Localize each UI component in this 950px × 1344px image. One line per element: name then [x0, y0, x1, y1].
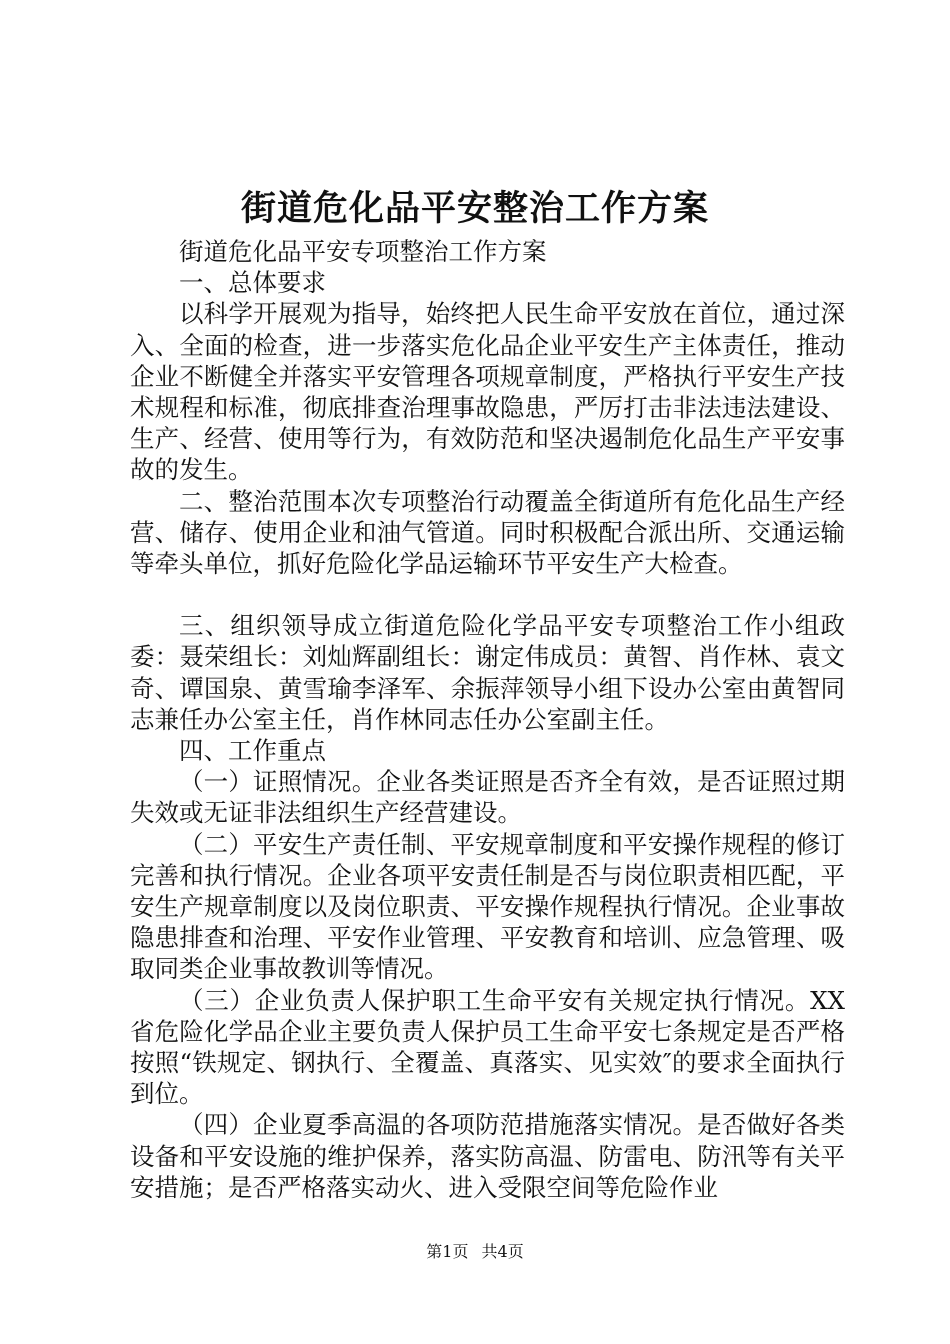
paragraph-spacer	[130, 579, 845, 610]
body-paragraph: 二、整治范围本次专项整治行动覆盖全街道所有危化品生产经营、储存、使用企业和油气管道。同时积极配合派出所、交通运输等牵头单位，抓好危险化学品运输环节平安生产大检查。	[130, 486, 845, 579]
page-number: 第1页	[426, 1242, 469, 1261]
body-paragraph: （一）证照情况。企业各类证照是否齐全有效，是否证照过期失效或无证非法组织生产经营建设。	[130, 767, 845, 828]
page-footer	[0, 1242, 950, 1262]
body-paragraph: 三、组织领导成立街道危险化学品平安专项整治工作小组政委：聂荣组长：刘灿辉副组长：谢定伟成员：黄智、肖作林、袁文奇、谭国泉、黄雪瑜李泽军、余振萍领导小组下设办公室由黄智同志兼任办公室主任，肖作林同志任办公室副主任。	[130, 611, 845, 734]
body-paragraph: 以科学开展观为指导，始终把人民生命平安放在首位，通过深入、全面的检查，进一步落实危化品企业平安生产主体责任，推动企业不断健全并落实平安管理各项规章制度，严格执行平安生产技术规程和标准，彻底排查治理事故隐患，严厉打击非法违法建设、生产、经营、使用等行为，有效防范和坚决遏制危化品生产平安事故的发生。	[130, 299, 845, 485]
body-paragraph: （二）平安生产责任制、平安规章制度和平安操作规程的修订完善和执行情况。企业各项平安责任制是否与岗位职责相匹配，平安生产规章制度以及岗位职责、平安操作规程执行情况。企业事故隐患排查和治理、平安作业管理、平安教育和培训、应急管理、吸取同类企业事故教训等情况。	[130, 829, 845, 984]
document-title: 街道危化品平安整治工作方案	[240, 188, 709, 229]
body-paragraph: （三）企业负责人保护职工生命平安有关规定执行情况。XX省危险化学品企业主要负责人保护员工生命平安七条规定是否严格按照“铁规定、钢执行、全覆盖、真落实、见实效″的要求全面执行到位。	[130, 985, 845, 1109]
section-heading-1: 一、总体要求	[179, 268, 326, 298]
body-paragraph: （四）企业夏季高温的各项防范措施落实情况。是否做好各类设备和平安设施的维护保养，落实防高温、防雷电、防汛等有关平安措施；是否严格落实动火、进入受限空间等危险作业	[130, 1110, 845, 1202]
document-body	[130, 236, 845, 1203]
section-heading-4: 四、工作重点	[179, 736, 326, 766]
page-total: 共4页	[481, 1242, 524, 1261]
subtitle-paragraph: 街道危化品平安专项整治工作方案	[179, 237, 547, 266]
